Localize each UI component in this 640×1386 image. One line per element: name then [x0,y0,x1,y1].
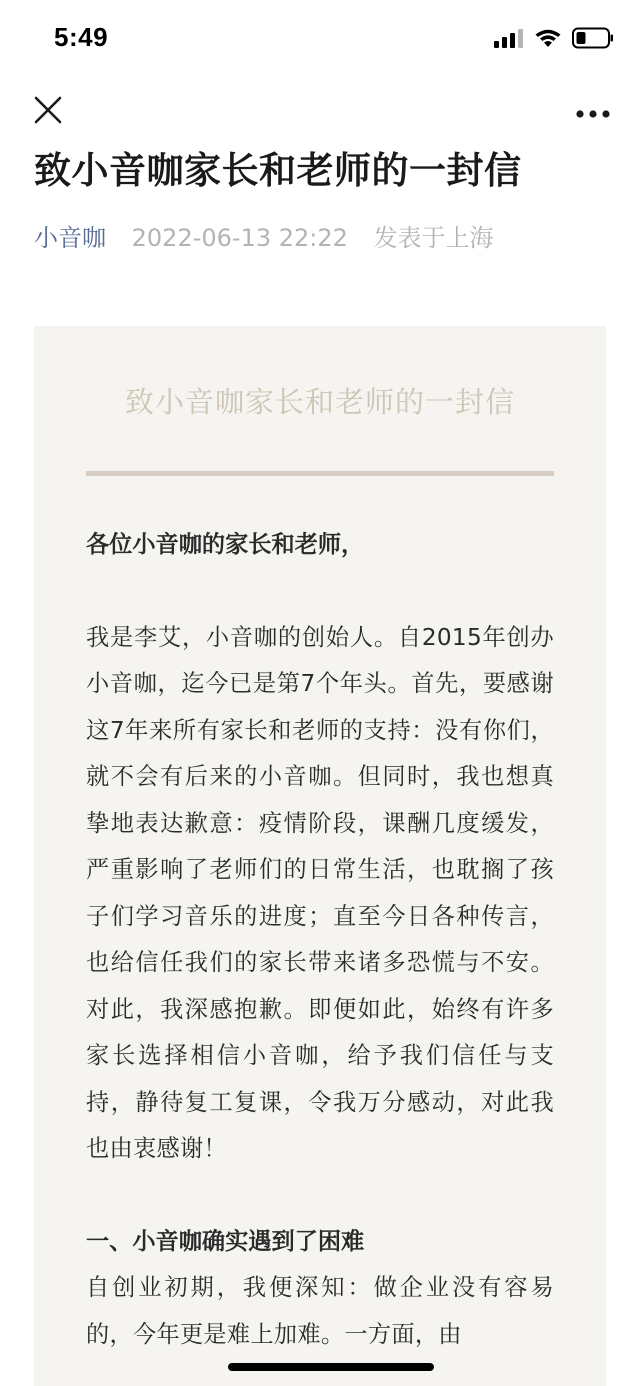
article-meta [34,218,494,258]
letter-body [86,522,554,1358]
wifi-icon [534,28,562,52]
close-button[interactable] [28,92,68,132]
status-icons [494,28,614,52]
battery-icon [572,27,614,53]
salutation: 各位小音咖的家长和老师， [86,531,365,558]
section-heading: 一、小音咖确实遇到了困难 [86,1227,365,1255]
article-title: 致小音咖家长和老师的一封信 [34,149,522,192]
home-indicator[interactable] [228,1363,434,1371]
publish-date: 2022-06-13 22:22 [131,224,348,252]
status-bar [0,0,640,78]
heading-divider [86,471,554,476]
letter-heading: 致小音咖家长和老师的一封信 [124,385,515,419]
more-options-button[interactable] [568,92,618,132]
status-time: 5:49 [54,22,109,52]
publish-location: 发表于上海 [373,224,494,252]
signal-icon [494,28,524,52]
close-icon [34,96,62,128]
letter-card [34,326,606,1386]
author-link[interactable]: 小音咖 [34,224,106,252]
more-icon [576,103,610,122]
paragraph-section-1: 自创业初期，我便深知：做企业没有容易的，今年更是难上加难。一方面，由 [86,1274,554,1348]
paragraph-intro: 我是李艾，小音咖的创始人。自2015年创办小音咖，迄今已是第7个年头。首先，要感谢这7年来所有家长和老师的支持：没有你们，就不会有后来的小音咖。但同时，我也想真挚地表达歉意：疫情阶段，课酬几度缓发，严重影响了老师们的日常生活，也耽搁了孩子们学习音乐的进度；直至今日各种传言，也给信任我们的家长带来诸多恐慌与不安。对此，我深感抱歉。即便如此，始终有许多家长选择相信小音咖，给予我们信任与支持，静待复工复课，令我万分感动，对此我也由衷感谢！ [86,623,554,1162]
nav-bar [0,78,640,148]
